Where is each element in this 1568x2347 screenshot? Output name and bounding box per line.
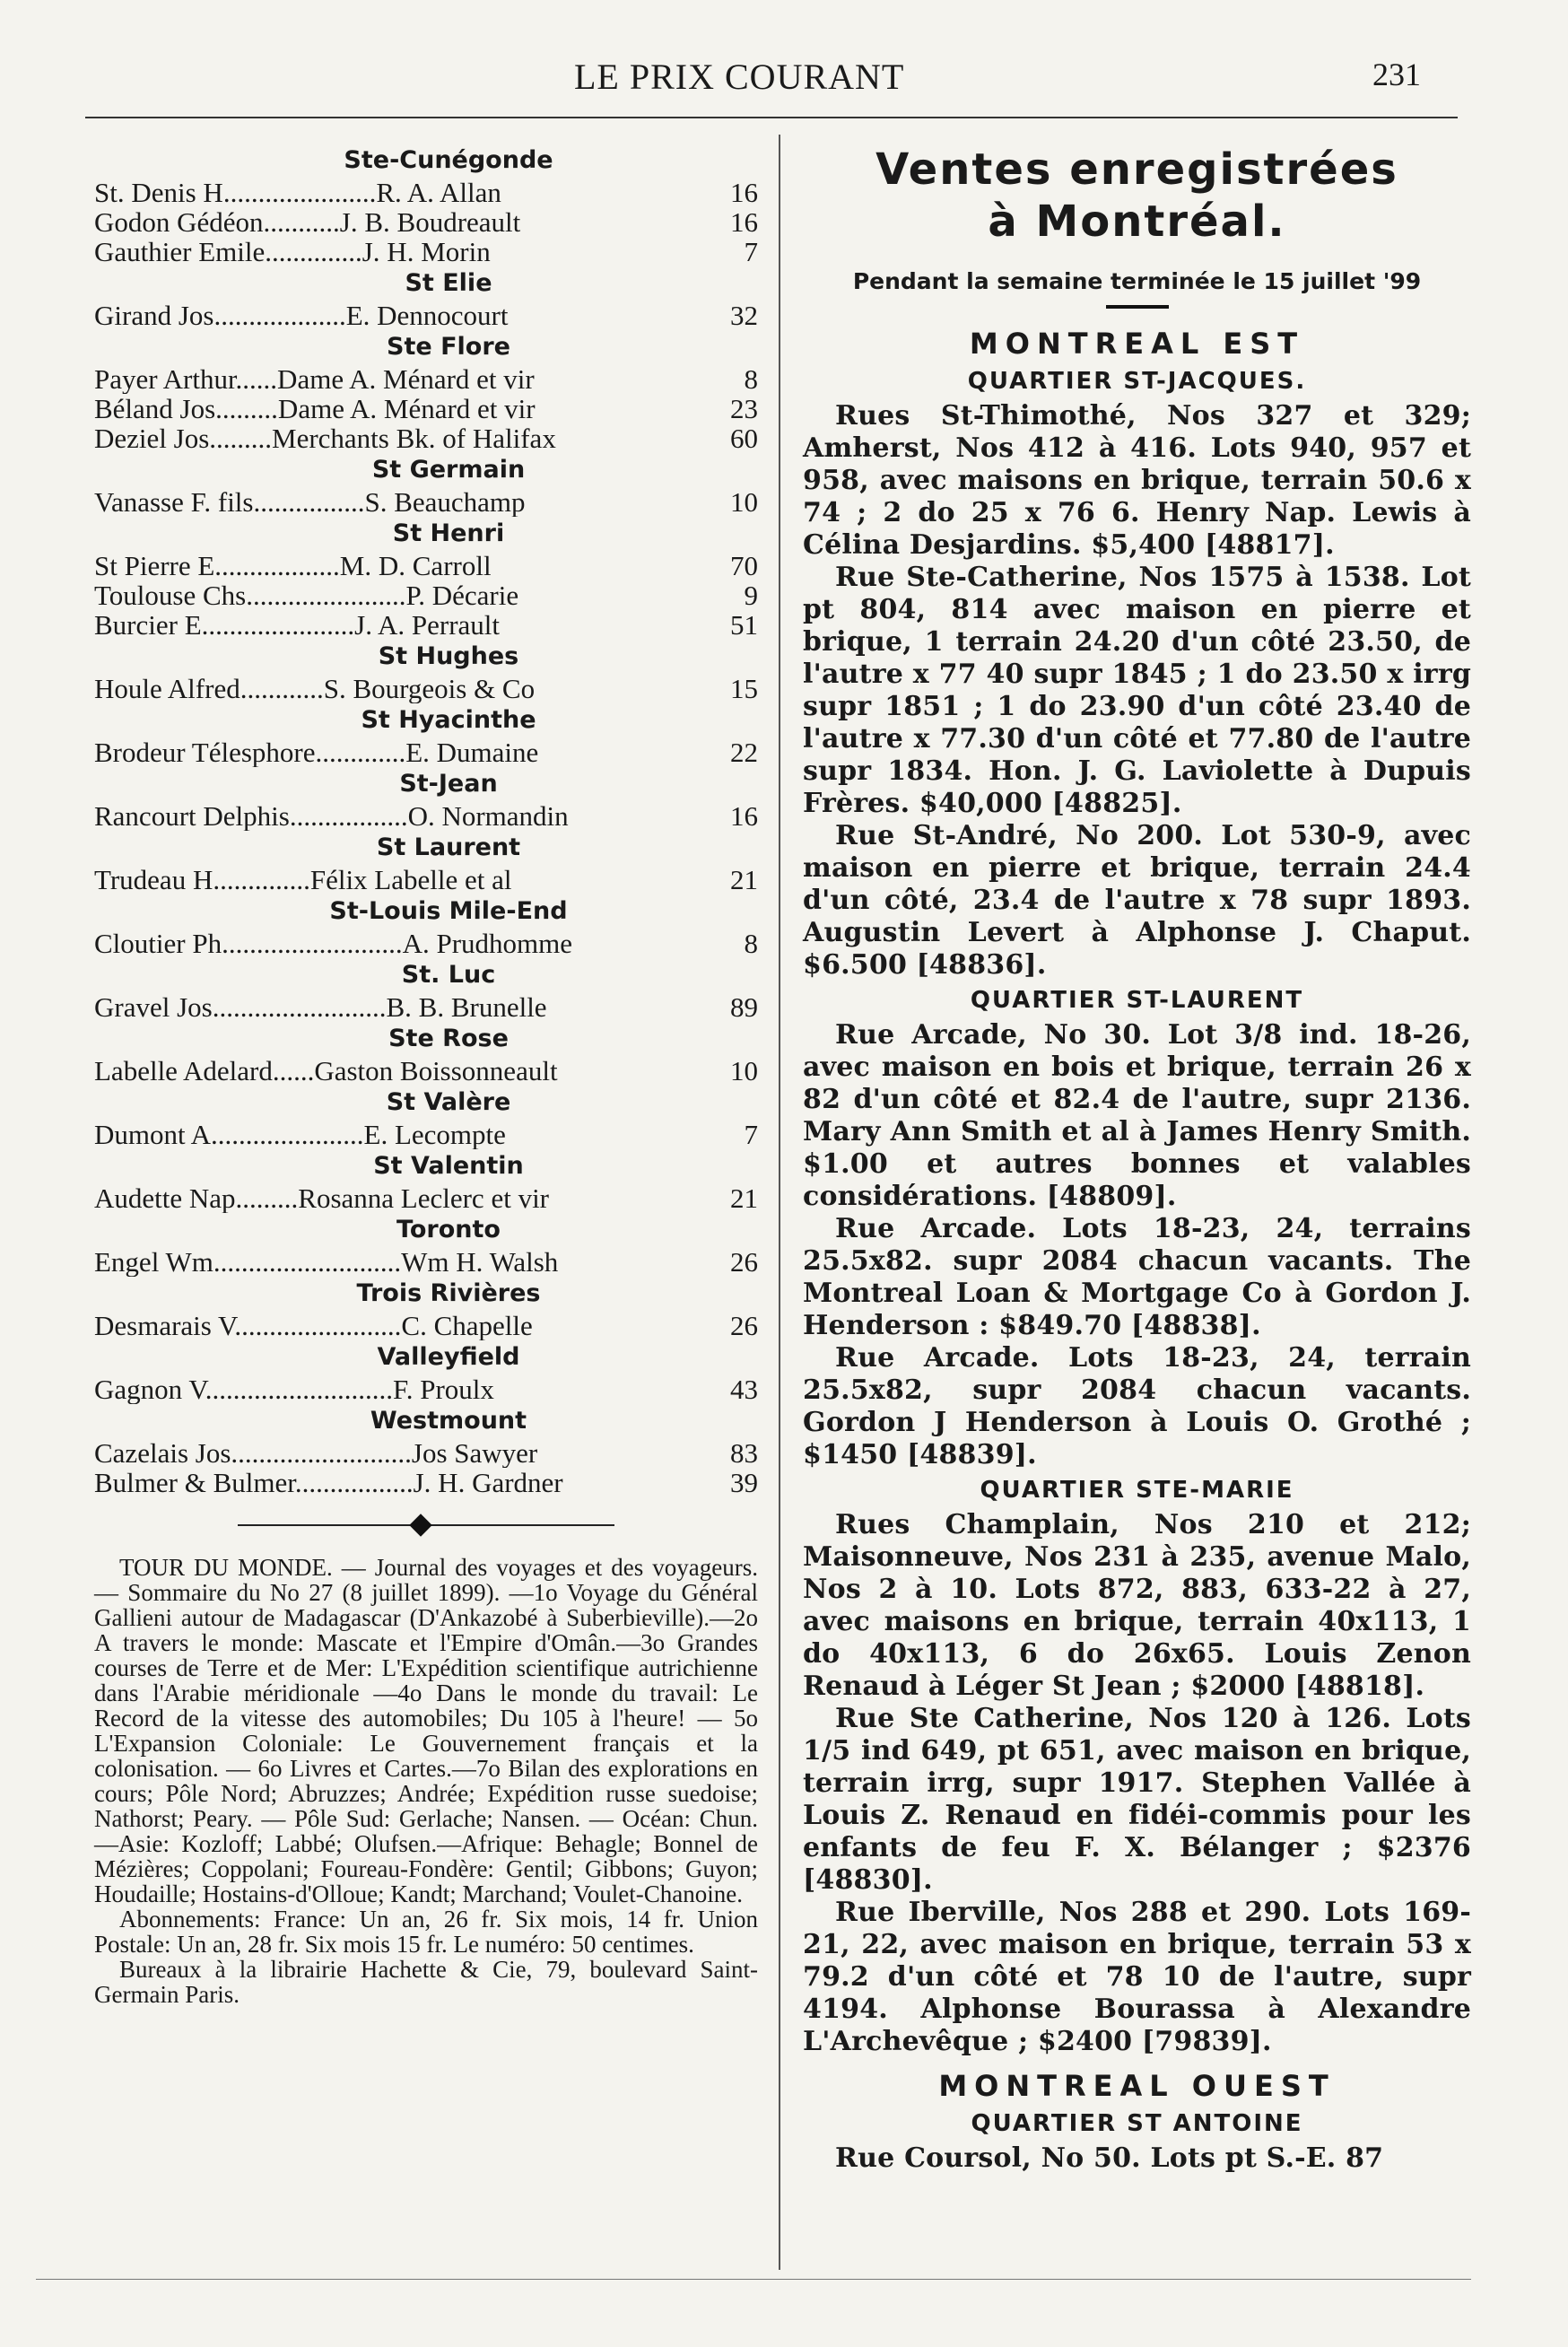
sales-title-line1: Ventes enregistrées bbox=[875, 144, 1398, 195]
listing-row bbox=[94, 992, 758, 1022]
listing-number: 60 bbox=[730, 423, 758, 454]
listing-row bbox=[94, 551, 758, 580]
listing-row bbox=[94, 674, 758, 703]
listing-row bbox=[94, 1311, 758, 1340]
listing-row bbox=[94, 1468, 758, 1497]
town-heading: St-Louis Mile-End bbox=[329, 897, 568, 925]
running-title: LE PRIX COURANT bbox=[574, 57, 905, 97]
town-heading: St-Jean bbox=[399, 770, 498, 798]
listing-row bbox=[94, 801, 758, 831]
listing-row bbox=[94, 737, 758, 767]
sale-entry: Rue Arcade, No 30. Lot 3/8 ind. 18-26, avec maison en bois et brique, terrain 26 x 82 d'un côté et 82.4 de l'autre, supr 2136. Mary Ann Smith et al à James Henry Smith. $1.00 et autres bonnes et valables considérations. [48809]. bbox=[803, 1019, 1471, 1212]
sale-entry: Rue Arcade. Lots 18-23, 24, terrains 25.5x82. supr 2084 chacun vacants. The Montreal Loan & Mortgage Co à Gordon J. Henderson : $849.70 [48838]. bbox=[803, 1213, 1471, 1341]
town-heading: Ste Rose bbox=[388, 1025, 509, 1052]
listing-names: St Pierre E..................M. D. Carroll bbox=[94, 551, 492, 580]
town-heading: Ste-Cunégonde bbox=[344, 146, 553, 174]
listing-row bbox=[94, 394, 758, 423]
listing-number: 43 bbox=[730, 1374, 758, 1405]
listing-number: 10 bbox=[730, 1055, 758, 1086]
district-montreal-ouest: MONTREAL OUEST bbox=[938, 2069, 1336, 2103]
sale-entry: Rue Ste Catherine, Nos 120 à 126. Lots 1/5 ind 649, pt 651, avec maison en brique, terrain irrg, supr 1917. Stephen Vallée à Louis Z. Renaud en fidéi-commis pour les enfants de feu F. X. Bélanger ; $2376 [48830]. bbox=[803, 1703, 1471, 1896]
header-rule bbox=[85, 117, 1458, 118]
listing-row bbox=[94, 580, 758, 610]
sale-entry: Rue Arcade. Lots 18-23, 24, terrain 25.5x82, supr 2084 chacun vacants. Gordon J Henderson à Louis O. Grothé ; $1450 [48839]. bbox=[803, 1342, 1471, 1470]
listing-names: Trudeau H..............Félix Labelle et al bbox=[94, 865, 512, 894]
town-heading: Westmount bbox=[370, 1407, 527, 1435]
listing-names: Audette Nap.........Rosanna Leclerc et vir bbox=[94, 1183, 550, 1213]
town-heading: Ste Flore bbox=[387, 333, 510, 361]
town-heading: Valleyfield bbox=[377, 1343, 520, 1371]
listing-number: 7 bbox=[744, 1119, 758, 1150]
listing-number: 7 bbox=[744, 236, 758, 267]
listing-row bbox=[94, 929, 758, 958]
page-header bbox=[0, 56, 1568, 100]
listing-number: 83 bbox=[730, 1437, 758, 1469]
sale-entry: Rue Ste-Catherine, Nos 1575 à 1538. Lot pt 804, 814 avec maison en pierre et brique, 1 terrain 24.20 d'un côté 23.50, de l'autre x 77 40 supr 1845 ; 1 do 23.50 x irrg supr 1851 ; 1 do 23.90 d'un côté 23.40 de l'autre x 77.30 d'un côté et 77.80 de l'autre supr 1834. Hon. J. G. Laviolette à Dupuis Frères. $40,000 [48825]. bbox=[803, 562, 1471, 819]
ornament-diamond-icon bbox=[409, 1514, 431, 1536]
town-heading: St Valentin bbox=[373, 1152, 524, 1180]
sale-entry: Rue St-André, No 200. Lot 530-9, avec maison en pierre et brique, terrain 24.4 d'un côté, 23.4 de l'autre x 78 supr 1893. Augustin Levert à Alphonse J. Chaput. $6.500 [48836]. bbox=[803, 820, 1471, 981]
quarter-st-antoine: QUARTIER ST ANTOINE bbox=[971, 2110, 1303, 2137]
town-heading: St Hughes bbox=[378, 642, 519, 670]
listing-number: 10 bbox=[730, 486, 758, 518]
notice-address: Bureaux à la librairie Hachette & Cie, 79, boulevard Saint-Germain Paris. bbox=[94, 1956, 758, 2008]
listing-names: Brodeur Télesphore.............E. Dumaine bbox=[94, 737, 539, 767]
notice-body: TOUR DU MONDE. — Journal des voyages et des voyageurs. — Sommaire du No 27 (8 juillet 1899). —1o Voyage du Général Gallieni autour de Madagascar (D'Ankazobé à Suberbieville).—2o A travers le monde: Mascate et l'Empire d'Omân.—3o Grandes courses de Terre et de Mer: L'Expédition scientifique autrichienne dans l'Arabie méridionale —4o Dans le monde du travail: Le Record de la vitesse des automobiles; Du 105 à l'heure! — 5o L'Expansion Coloniale: Le Gouvernement français et la colonisation. — 6o Livres et Cartes.—7o Bilan des explorations en cours; Pôle Nord; Abruzzes; Andrée; Expédition russe suedoise; Nathorst; Peary. — Pôle Sud: Gerlache; Nansen. — Océan: Chun.—Asie: Kozloff; Labbé; Olufsen.—Afrique: Behagle; Bonnel de Mézières; Coppolani; Foureau-Fondère: Gentil; Gibbons; Guyon; Houdaille; Hostains-d'Olloue; Kandt; Marchand; Voulet-Chanoine. bbox=[94, 1554, 758, 1907]
listing-names: Girand Jos...................E. Dennocourt bbox=[94, 301, 509, 330]
listing-names: Houle Alfred............S. Bourgeois & Co bbox=[94, 674, 536, 703]
listing-row bbox=[94, 610, 758, 640]
title-rule bbox=[1106, 305, 1169, 309]
listing-row bbox=[94, 301, 758, 330]
listing-row bbox=[94, 1438, 758, 1468]
listing-number: 8 bbox=[744, 928, 758, 959]
town-heading: St Laurent bbox=[376, 833, 521, 861]
listing-number: 26 bbox=[730, 1246, 758, 1278]
town-heading: St Valère bbox=[386, 1088, 511, 1116]
listing-number: 21 bbox=[730, 864, 758, 895]
left-column bbox=[94, 144, 758, 2007]
listing-number: 26 bbox=[730, 1310, 758, 1341]
listing-names: Toulouse Chs.......................P. Décarie bbox=[94, 580, 519, 610]
listing-names: Deziel Jos.........Merchants Bk. of Halifax bbox=[94, 423, 556, 453]
footer-rule bbox=[36, 2279, 1471, 2280]
town-heading: St Germain bbox=[371, 456, 526, 484]
listing-names: Béland Jos.........Dame A. Ménard et vir bbox=[94, 394, 536, 423]
listing-row bbox=[94, 865, 758, 894]
district-montreal-est: MONTREAL EST bbox=[969, 327, 1305, 361]
listing-names: Bulmer & Bulmer.................J. H. Gardner bbox=[94, 1468, 563, 1497]
listing-row bbox=[94, 207, 758, 237]
listing-number: 16 bbox=[730, 800, 758, 832]
listing-number: 15 bbox=[730, 673, 758, 704]
quarter-st-laurent: QUARTIER ST-LAURENT bbox=[970, 987, 1304, 1014]
listing-row bbox=[94, 487, 758, 517]
listing-number: 70 bbox=[730, 550, 758, 581]
listing-names: Cloutier Ph..........................A. Prudhomme bbox=[94, 929, 573, 958]
listing-names: Dumont A......................E. Lecompte bbox=[94, 1120, 506, 1149]
listing-row bbox=[94, 364, 758, 394]
listing-number: 32 bbox=[730, 300, 758, 331]
listing-names: Cazelais Jos..........................Jos Sawyer bbox=[94, 1438, 538, 1468]
listing-number: 51 bbox=[730, 609, 758, 641]
quarter-ste-marie: QUARTIER STE-MARIE bbox=[980, 1477, 1294, 1504]
section-ornament bbox=[238, 1517, 614, 1533]
sale-entry: Rues Champlain, Nos 210 et 212; Maisonneuve, Nos 231 à 235, avenue Malo, Nos 2 à 10. Lots 872, 883, 633-22 à 27, avec maisons en brique, terrain 40x113, 1 do 40x113, 6 do 26x65. Louis Zenon Renaud à Léger St Jean ; $2000 [48818]. bbox=[803, 1509, 1471, 1702]
page-number: 231 bbox=[1372, 57, 1421, 92]
listing-number: 89 bbox=[730, 991, 758, 1023]
listing-row bbox=[94, 1183, 758, 1213]
listing-names: Rancourt Delphis.................O. Normandin bbox=[94, 801, 569, 831]
entries-st-laurent bbox=[803, 1019, 1471, 1471]
listing-row bbox=[94, 423, 758, 453]
notice-subscriptions: Abonnements: France: Un an, 26 fr. Six mois, 14 fr. Union Postale: Un an, 28 fr. Six mois 15 fr. Le numéro: 50 centimes. bbox=[94, 1906, 758, 1958]
quarter-st-jacques: QUARTIER ST-JACQUES. bbox=[967, 368, 1307, 395]
column-divider bbox=[779, 135, 780, 2270]
town-listing bbox=[94, 144, 758, 1497]
listing-number: 22 bbox=[730, 737, 758, 768]
listing-names: Labelle Adelard......Gaston Boissonneault bbox=[94, 1056, 558, 1086]
sale-entry: Rues St-Thimothé, Nos 327 et 329; Amherst, Nos 412 à 416. Lots 940, 957 et 958, avec maisons en brique, terrain 50.6 x 74 ; 2 do 25 x 76 6. Henry Nap. Lewis à Célina Desjardins. $5,400 [48817]. bbox=[803, 400, 1471, 561]
listing-row bbox=[94, 1374, 758, 1404]
town-heading: St Hyacinthe bbox=[361, 706, 536, 734]
listing-names: Vanasse F. fils................S. Beauchamp bbox=[94, 487, 526, 517]
listing-row bbox=[94, 1120, 758, 1149]
listing-names: Payer Arthur......Dame A. Ménard et vir bbox=[94, 364, 535, 394]
listing-row bbox=[94, 1247, 758, 1277]
town-heading: Toronto bbox=[396, 1216, 501, 1243]
listing-names: Gauthier Emile..............J. H. Morin bbox=[94, 237, 491, 266]
listing-number: 8 bbox=[744, 363, 758, 395]
listing-names: Desmarais V........................C. Chapelle bbox=[94, 1311, 533, 1340]
town-heading: St Henri bbox=[392, 519, 505, 547]
listing-names: Gagnon V...........................F. Proulx bbox=[94, 1374, 494, 1404]
town-heading: St. Luc bbox=[401, 961, 496, 989]
sale-entry: Rue Iberville, Nos 288 et 290. Lots 169-21, 22, avec maison en brique, terrain 53 x 79.2 d'un côté et 78 10 de l'autre, supr 4194. Alphonse Bourassa à Alexandre L'Archevêque ; $2400 [79839]. bbox=[803, 1897, 1471, 2057]
sales-subtitle: Pendant la semaine terminée le 15 juillet '99 bbox=[852, 268, 1422, 294]
listing-number: 23 bbox=[730, 393, 758, 424]
listing-row bbox=[94, 1056, 758, 1086]
listing-number: 39 bbox=[730, 1467, 758, 1498]
tour-du-monde-notice bbox=[94, 1555, 758, 2007]
town-heading: Trois Rivières bbox=[356, 1279, 541, 1307]
listing-row bbox=[94, 178, 758, 207]
entries-ste-marie bbox=[803, 1509, 1471, 2058]
listing-number: 16 bbox=[730, 177, 758, 208]
entries-st-jacques bbox=[803, 400, 1471, 982]
right-column bbox=[803, 144, 1471, 2175]
listing-number: 16 bbox=[730, 206, 758, 238]
entries-st-antoine bbox=[803, 2142, 1471, 2175]
listing-number: 21 bbox=[730, 1182, 758, 1214]
sales-title-line2: à Montréal. bbox=[988, 196, 1286, 247]
listing-names: Godon Gédéon...........J. B. Boudreault bbox=[94, 207, 521, 237]
listing-names: Burcier E......................J. A. Perrault bbox=[94, 610, 501, 640]
listing-names: Engel Wm...........................Wm H. Walsh bbox=[94, 1247, 559, 1277]
listing-names: St. Denis H......................R. A. Allan bbox=[94, 178, 501, 207]
sale-entry: Rue Coursol, No 50. Lots pt S.-E. 87 bbox=[835, 2142, 1384, 2174]
listing-row bbox=[94, 237, 758, 266]
town-heading: St Elie bbox=[405, 269, 492, 297]
listing-names: Gravel Jos.........................B. B. Brunelle bbox=[94, 992, 547, 1022]
listing-number: 9 bbox=[744, 580, 758, 611]
